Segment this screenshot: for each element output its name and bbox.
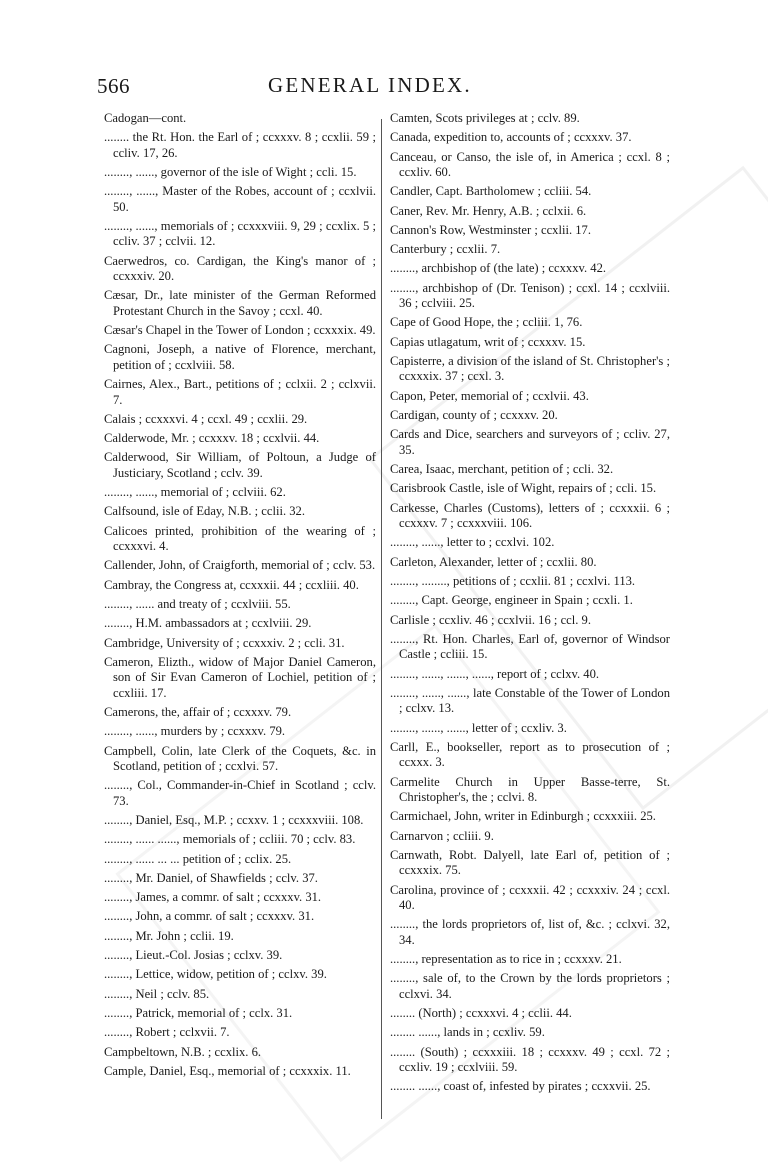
index-entry: Carkesse, Charles (Customs), letters of ; ccxxxii. 6 ; ccxxxv. 7 ; ccxxxviii. 106.: [390, 500, 670, 531]
index-entry: ........, ......, ......, letter of ; ccxliv. 3.: [390, 720, 567, 735]
index-entry: Cæsar, Dr., late minister of the German Reformed Protestant Church in the Savoy ; ccxl. 40.: [104, 288, 376, 318]
index-entry: ........ (South) ; ccxxxiii. 18 ; ccxxxv. 49 ; ccxl. 72 ; ccxliv. 19 ; ccxlviii. 59.: [390, 1044, 670, 1074]
index-entry: ........, Capt. George, engineer in Spain ; ccxli. 1.: [390, 593, 633, 608]
index-entry: Callender, John, of Craigforth, memorial of ; cclv. 53.: [104, 558, 376, 573]
index-entry: Calderwood, Sir William, of Poltoun, a Judge of Justiciary, Scotland ; cclv. 39.: [104, 450, 376, 480]
index-entry: Carolina, province of ; ccxxxii. 42 ; ccxxxiv. 24 ; ccxl. 40.: [390, 882, 670, 912]
index-entry: Caerwedros, co. Cardigan, the King's manor of ; ccxxxiv. 20.: [104, 253, 376, 284]
index-entry: Campbeltown, N.B. ; ccxlix. 6.: [104, 1044, 262, 1059]
index-entry: Carea, Isaac, merchant, petition of ; ccli. 32.: [390, 462, 614, 477]
index-entry: Canada, expedition to, accounts of ; ccxxxv. 37.: [390, 130, 632, 145]
index-entry: Camten, Scots privileges at ; cclv. 89.: [390, 111, 580, 125]
index-entry: ........, ........, petitions of ; ccxlii. 81 ; ccxlvi. 113.: [390, 573, 636, 588]
index-entry: Cape of Good Hope, the ; ccliii. 1, 76.: [390, 315, 583, 330]
index-entry: Cards and Dice, searchers and surveyors of ; ccliv. 27, 35.: [390, 427, 670, 457]
index-entry: ........ ......, coast of, infested by pirates ; ccxxvii. 25.: [390, 1079, 651, 1094]
index-entry: ........, sale of, to the Crown by the lords proprietors ; cclxvi. 34.: [390, 971, 670, 1001]
index-entry: Cambray, the Congress at, ccxxxii. 44 ; ccxliii. 40.: [104, 577, 359, 592]
index-entry: Campbell, Colin, late Clerk of the Coquets, &c. in Scotland, petition of ; ccxlvi. 57.: [104, 743, 376, 773]
index-entry: ........, Rt. Hon. Charles, Earl of, governor of Windsor Castle ; ccliii. 15.: [390, 631, 670, 662]
index-entry: ........, John, a commr. of salt ; ccxxxv. 31.: [104, 909, 315, 924]
index-entry: ........, James, a commr. of salt ; ccxxxv. 31.: [104, 890, 322, 905]
index-entry: Calderwode, Mr. ; ccxxxv. 18 ; ccxlvii. 44.: [104, 431, 320, 446]
index-entry: Carnarvon ; ccliii. 9.: [390, 828, 494, 843]
index-entry: ........, Robert ; cclxvii. 7.: [104, 1025, 230, 1040]
column-divider: [381, 119, 382, 1119]
index-entry: Cambridge, University of ; ccxxxiv. 2 ; ccli. 31.: [104, 635, 345, 650]
index-entry: Cardigan, county of ; ccxxxv. 20.: [390, 408, 558, 423]
index-entry: ........, Neil ; cclv. 85.: [104, 986, 210, 1001]
index-entry: Cannon's Row, Westminster ; ccxlii. 17.: [390, 222, 591, 237]
index-entry: ........, Lettice, widow, petition of ; cclxv. 39.: [104, 967, 327, 982]
index-entry: Canceau, or Canso, the isle of, in America ; ccxl. 8 ; ccxliv. 60.: [390, 149, 670, 179]
index-entry: Caner, Rev. Mr. Henry, A.B. ; cclxii. 6.: [390, 203, 587, 218]
index-entry: ........, ...... ......, memorials of ; ccliii. 70 ; cclv. 83.: [104, 832, 356, 847]
index-entry: ........, Col., Commander-in-Chief in Scotland ; cclv. 73.: [104, 778, 376, 808]
index-entry: ........, ......, memorial of ; cclviii. 62.: [104, 485, 286, 500]
index-entry: ........, Lieut.-Col. Josias ; cclxv. 39.: [104, 948, 283, 963]
index-entry: Carisbrook Castle, isle of Wight, repairs of ; ccli. 15.: [390, 481, 657, 496]
index-entry: Cadogan—cont.: [104, 111, 187, 125]
index-entry: ........, archbishop of (Dr. Tenison) ; ccxl. 14 ; ccxlviii. 36 ; cclviii. 25.: [390, 280, 670, 311]
index-entry: Carmelite Church in Upper Basse-terre, St. Christopher's, the ; cclvi. 8.: [390, 774, 670, 804]
index-entry: Candler, Capt. Bartholomew ; ccliii. 54.: [390, 184, 592, 199]
left-index-column: [104, 111, 376, 1083]
index-entry: ........, archbishop of (the late) ; ccxxxv. 42.: [390, 261, 607, 276]
index-entry: Canterbury ; ccxlii. 7.: [390, 242, 501, 257]
index-entry: Calicoes printed, prohibition of the wearing of ; ccxxxvi. 4.: [104, 523, 376, 554]
index-entry: ........, Mr. Daniel, of Shawfields ; cclv. 37.: [104, 870, 318, 885]
index-entry: ........, ......, ......, ......, report of ; cclxv. 40.: [390, 666, 600, 681]
index-entry: ........, ......, murders by ; ccxxxv. 79.: [104, 724, 286, 739]
index-entry: ........ (North) ; ccxxxvi. 4 ; cclii. 44.: [390, 1005, 572, 1020]
index-entry: Carll, E., bookseller, report as to prosecution of ; ccxxx. 3.: [390, 739, 670, 770]
index-entry: ........ the Rt. Hon. the Earl of ; ccxxxv. 8 ; ccxlii. 59 ; ccliv. 17, 26.: [104, 130, 376, 160]
index-entry: Carleton, Alexander, letter of ; ccxlii. 80.: [390, 554, 597, 569]
index-entry: Camerons, the, affair of ; ccxxxv. 79.: [104, 705, 292, 719]
index-entry: ........, ...... ... ... petition of ; cclix. 25.: [104, 851, 292, 866]
index-entry: ........, Mr. John ; cclii. 19.: [104, 928, 234, 943]
index-entry: ........, ...... and treaty of ; ccxlviii. 55.: [104, 597, 291, 611]
index-entry: ........, Patrick, memorial of ; cclx. 31.: [104, 1005, 293, 1020]
index-entry: ........, the lords proprietors of, list of, &c. ; cclxvi. 32, 34.: [390, 917, 670, 947]
page-title: GENERAL INDEX.: [268, 73, 472, 97]
right-index-column: [390, 111, 670, 1099]
index-entry: Cample, Daniel, Esq., memorial of ; ccxxxix. 11.: [104, 1063, 351, 1078]
page-number: 566: [97, 74, 130, 98]
index-entry: Cagnoni, Joseph, a native of Florence, merchant, petition of ; ccxlviii. 58.: [104, 342, 376, 372]
index-entry: Cæsar's Chapel in the Tower of London ; ccxxxix. 49.: [104, 323, 376, 338]
index-entry: ........, ......, memorials of ; ccxxxviii. 9, 29 ; ccxlix. 5 ; ccliv. 37 ; cclvii. 12.: [104, 219, 376, 249]
index-entry: Carnwath, Robt. Dalyell, late Earl of, petition of ; ccxxxix. 75.: [390, 847, 670, 878]
index-entry: Capias utlagatum, writ of ; ccxxxv. 15.: [390, 334, 586, 349]
index-entry: ........, Daniel, Esq., M.P. ; ccxxv. 1 ; ccxxxviii. 108.: [104, 813, 364, 827]
index-entry: ........, ......, Master of the Robes, account of ; ccxlvii. 50.: [104, 184, 376, 214]
index-entry: Cairnes, Alex., Bart., petitions of ; cclxii. 2 ; cclxvii. 7.: [104, 377, 376, 407]
index-entry: ........, ......, ......, late Constable of the Tower of London ; cclxv. 13.: [390, 685, 670, 716]
index-entry: Cameron, Elizth., widow of Major Daniel Cameron, son of Sir Evan Cameron of Lochiel, petition of ; ccxliii. 17.: [104, 654, 376, 700]
index-entry: ........ ......, lands in ; ccxliv. 59.: [390, 1025, 545, 1040]
index-entry: Capisterre, a division of the island of St. Christopher's ; ccxxxix. 37 ; ccxl. 3.: [390, 354, 670, 384]
index-entry: ........, ......, governor of the isle of Wight ; ccli. 15.: [104, 165, 357, 179]
index-entry: Calfsound, isle of Eday, N.B. ; cclii. 32.: [104, 504, 306, 519]
index-entry: Carlisle ; ccxliv. 46 ; ccxlvii. 16 ; ccl. 9.: [390, 612, 591, 627]
index-entry: ........, representation as to rice in ; ccxxxv. 21.: [390, 951, 622, 966]
index-entry: ........, H.M. ambassadors at ; ccxlviii. 29.: [104, 616, 312, 631]
index-entry: ........, ......, letter to ; ccxlvi. 102.: [390, 535, 555, 550]
index-entry: Capon, Peter, memorial of ; ccxlvii. 43.: [390, 388, 589, 403]
index-entry: Calais ; ccxxxvi. 4 ; ccxl. 49 ; ccxlii. 29.: [104, 411, 308, 426]
index-entry: Carmichael, John, writer in Edinburgh ; ccxxxiii. 25.: [390, 809, 656, 824]
